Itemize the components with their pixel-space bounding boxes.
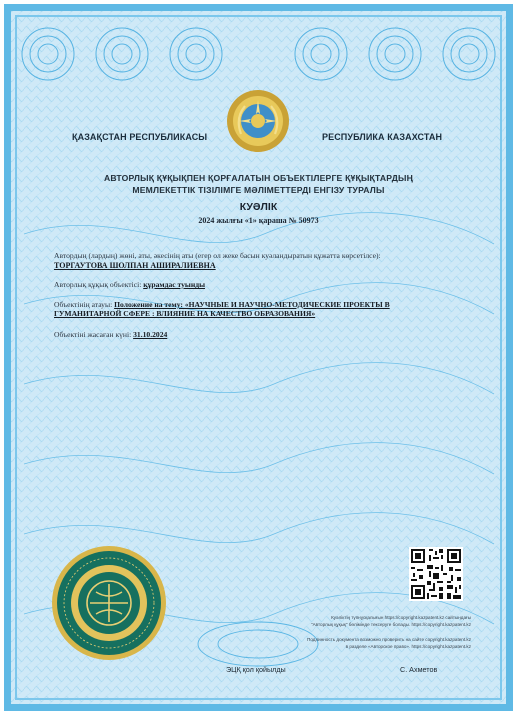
object-name-row	[54, 300, 390, 309]
object-type-label: Авторлық құқық объектісі:	[54, 280, 142, 289]
author-value: ТОРГАУТОВА ШОЛПАН АШИРАЛИЕВНА	[54, 261, 216, 270]
header-kz: ҚАЗАҚСТАН РЕСПУБЛИКАСЫ	[72, 132, 208, 142]
object-name-value-1: Положение на тему: «НАУЧНЫЕ И НАУЧНО-МЕТОДИЧЕСКИЕ ПРОЕКТЫ В	[114, 300, 390, 309]
verify-ru-line-2: в разделе «Авторское право». https://copyright.kazpatent.kz	[345, 644, 471, 649]
date-number: 2024 жылғы «1» қараша № 50973	[198, 216, 319, 225]
creation-date-value: 31.10.2024	[133, 330, 168, 339]
kazpatent-seal-icon	[50, 544, 168, 662]
verify-kz-line-2: "Авторлық құқық" бөлімінде тексеруге болады. https://copyright.kazpatent.kz	[310, 622, 471, 627]
state-emblem-icon	[225, 88, 291, 154]
verify-ru-line-1: Подлинность документа возможно проверить на сайте copyright.kazpatent.kz	[307, 637, 471, 642]
signatory-name: С. Ахметов	[400, 665, 438, 674]
verification-qr-icon[interactable]	[409, 547, 463, 601]
verify-kz-line-1: Куәліктің түпнұсқалығын https://copyright.kazpatent.kz сайтындағы	[331, 615, 471, 620]
creation-date-row	[54, 330, 167, 339]
object-name-label: Объектінің атауы:	[54, 300, 113, 309]
author-label: Автордың (лардың) жөні, аты, әкесінің аты (егер ол жеке басын куәландыратын құжатта көрсетілсе):	[54, 251, 381, 260]
signature-label: ЭЦҚ қол қойылды	[226, 665, 286, 674]
object-type-value: құрамдас туынды	[143, 280, 206, 289]
object-name-value-2: ГУМАНИТАРНОЙ СФЕРЕ : ВЛИЯНИЕ НА КАЧЕСТВО ОБРАЗОВАНИЯ»	[54, 309, 316, 318]
title-line-1: АВТОРЛЫҚ ҚҰҚЫҚПЕН ҚОРҒАЛАТЫН ОБЪЕКТІЛЕРГЕ ҚҰҚЫҚТАРДЫҢ	[103, 173, 414, 183]
document-type: КУӘЛІК	[239, 201, 278, 213]
header-ru: РЕСПУБЛИКА КАЗАХСТАН	[322, 132, 443, 142]
creation-date-label: Объектіні жасаған күні:	[54, 330, 132, 339]
certificate-sheet	[4, 4, 513, 711]
title-line-2: МЕМЛЕКЕТТІК ТІЗІЛІМГЕ МӘЛІМЕТТЕРДІ ЕНГІЗУ ТУРАЛЫ	[132, 185, 385, 195]
object-type-row	[54, 280, 205, 289]
